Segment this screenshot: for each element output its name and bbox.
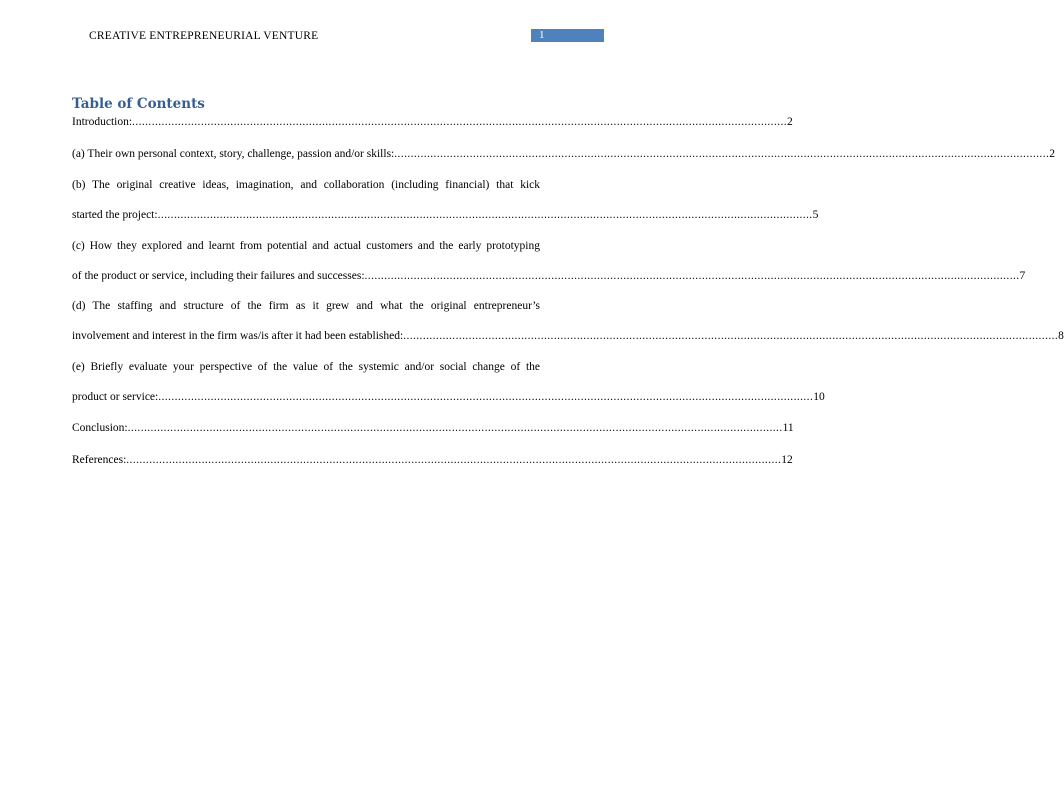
page-number-badge: 1: [531, 29, 604, 42]
toc-entry-text: Introduction:: [72, 116, 133, 128]
toc-entry-text: (a) Their own personal context, story, challenge, passion and/or skills:: [72, 148, 395, 160]
toc-dot-leader: ........................................................................................................................................................................................................: [364, 270, 1020, 282]
toc-entry-text: Conclusion:: [72, 422, 128, 434]
toc-entry-b[interactable]: [72, 178, 819, 223]
toc-dot-leader: ........................................................................................................................................................................................................: [126, 454, 782, 466]
toc-entry-text: of the product or service, including their failures and successes:: [72, 270, 365, 282]
running-header-title: CREATIVE ENTREPRENEURIAL VENTURE: [89, 30, 319, 42]
toc-dot-leader: ........................................................................................................................................................................................................: [394, 148, 1050, 160]
toc-entry-lead: (d) The staffing and structure of the firm as it grew and what the original entrepreneur’s: [72, 300, 540, 312]
toc-dot-leader: ........................................................................................................................................................................................................: [127, 422, 783, 434]
toc-entry-e[interactable]: [72, 360, 825, 405]
toc-dot-leader: ........................................................................................................................................................................................................: [158, 391, 814, 403]
toc-entry-lead: (b) The original creative ideas, imagination, and collaboration (including financial) that kick: [72, 179, 540, 191]
toc-dot-leader: ........................................................................................................................................................................................................: [157, 209, 813, 221]
toc-entry-text: started the project:: [72, 209, 158, 221]
toc-entry-page: 8: [1058, 330, 1064, 342]
toc-entry-page: 2: [787, 116, 793, 128]
toc-entry-page: 11: [782, 422, 794, 434]
toc-entry-introduction[interactable]: [72, 115, 793, 130]
toc-entry-lead: (e) Briefly evaluate your perspective of the value of the systemic and/or social change of the: [72, 361, 540, 373]
toc-entry-page: 2: [1049, 148, 1055, 160]
toc-entry-text: product or service:: [72, 391, 159, 403]
toc-entry-text: involvement and interest in the firm was/is after it had been established:: [72, 330, 404, 342]
toc-entry-page: 10: [813, 391, 825, 403]
toc-entry-a[interactable]: [72, 147, 1055, 162]
toc-entry-conclusion[interactable]: [72, 421, 794, 436]
toc-entry-c[interactable]: [72, 239, 1026, 284]
toc-entry-references[interactable]: [72, 453, 793, 468]
toc-entry-d[interactable]: [72, 299, 1064, 344]
toc-entry-text: References:: [72, 454, 127, 466]
toc-entry-page: 12: [781, 454, 793, 466]
toc-dot-leader: ........................................................................................................................................................................................................: [403, 330, 1059, 342]
toc-entry-page: 7: [1019, 270, 1026, 282]
toc-dot-leader: ........................................................................................................................................................................................................: [132, 116, 788, 128]
toc-entry-page: 5: [812, 209, 819, 221]
toc-entry-lead: (c) How they explored and learnt from potential and actual customers and the early prototyping: [72, 240, 540, 252]
toc-heading: Table of Contents: [72, 96, 205, 112]
